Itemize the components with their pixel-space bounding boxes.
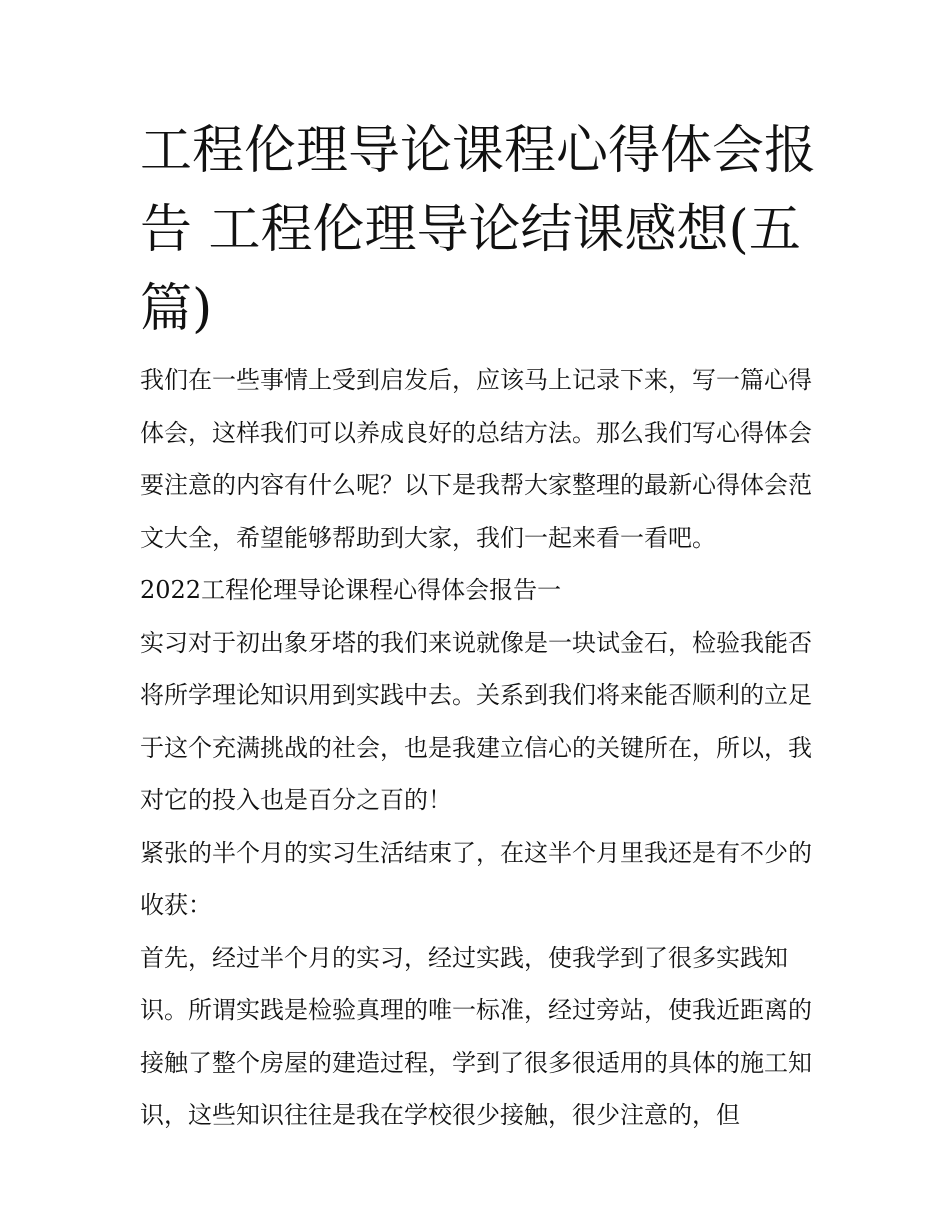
body-paragraph: 紧张的半个月的实习生活结束了，在这半个月里我还是有不少的收获：: [140, 838, 812, 919]
section-heading: 2022工程伦理导论课程心得体会报告一: [140, 576, 562, 604]
document-body: [140, 354, 820, 1142]
body-paragraph: 首先，经过半个月的实习，经过实践，使我学到了很多实践知识。所谓实践是检验真理的唯一标准，经过旁站，使我近距离的接触了整个房屋的建造过程，学到了很多很适用的具体的施工知识，这些知识往往是我在学校很少接触，很少注意的，但: [140, 943, 812, 1129]
intro-paragraph: 我们在一些事情上受到启发后，应该马上记录下来，写一篇心得体会，这样我们可以养成良好的总结方法。那么我们写心得体会要注意的内容有什么呢？以下是我帮大家整理的最新心得体会范文大全，希望能够帮助到大家，我们一起来看一看吧。: [140, 366, 812, 552]
body-paragraph: 实习对于初出象牙塔的我们来说就像是一块试金石，检验我能否将所学理论知识用到实践中去。关系到我们将来能否顺利的立足于这个充满挑战的社会，也是我建立信心的关键所在，所以，我对它的投入也是百分之百的！: [140, 628, 812, 814]
document-title: 工程伦理导论课程心得体会报告 工程伦理导论结课感想(五篇): [140, 121, 817, 339]
